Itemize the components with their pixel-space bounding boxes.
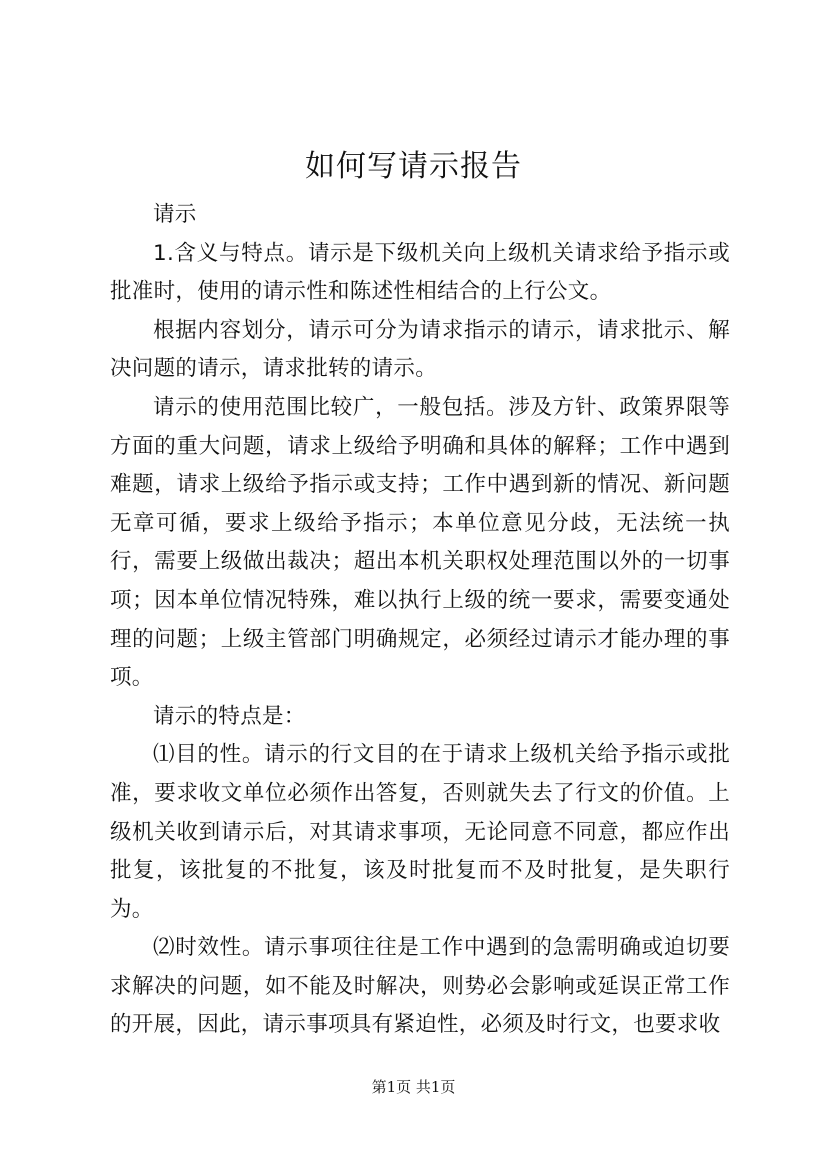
- paragraph-classification: 根据内容划分，请示可分为请求指示的请示，请求批示、解决问题的请示，请求批转的请示。: [110, 317, 730, 382]
- paragraph-feature-timeliness: ⑵时效性。请示事项往往是工作中遇到的急需明确或迫切要求解决的问题，如不能及时解决，则势必会影响或延误正常工作的开展，因此，请示事项具有紧迫性，必须及时行文，也要求收: [110, 935, 730, 1038]
- paragraph-definition: 1.含义与特点。请示是下级机关向上级机关请求给予指示或批准时，使用的请示性和陈述性相结合的上行公文。: [110, 240, 730, 305]
- paragraph-features-intro: 请示的特点是：: [153, 703, 306, 729]
- document-title: 如何写请示报告: [305, 149, 522, 184]
- document-body: [110, 196, 730, 1045]
- section-heading: 请示: [153, 202, 197, 227]
- paragraph-feature-purpose: ⑴目的性。请示的行文目的在于请求上级机关给予指示或批准，要求收文单位必须作出答复，否则就失去了行文的价值。上级机关收到请示后，对其请求事项，无论同意不同意，都应作出批复，该批复的不批复，该及时批复而不及时批复，是失职行为。: [110, 742, 730, 922]
- page-footer: 第1页 共1页: [371, 1078, 456, 1096]
- paragraph-scope: 请示的使用范围比较广，一般包括。涉及方针、政策界限等方面的重大问题，请求上级给予明确和具体的解释；工作中遇到难题，请求上级给予指示或支持；工作中遇到新的情况、新问题无章可循，要求上级给予指示；本单位意见分歧，无法统一执行，需要上级做出裁决；超出本机关职权处理范围以外的一切事项；因本单位情况特殊，难以执行上级的统一要求，需要变通处理的问题；上级主管部门明确规定，必须经过请示才能办理的事项。: [110, 394, 730, 691]
